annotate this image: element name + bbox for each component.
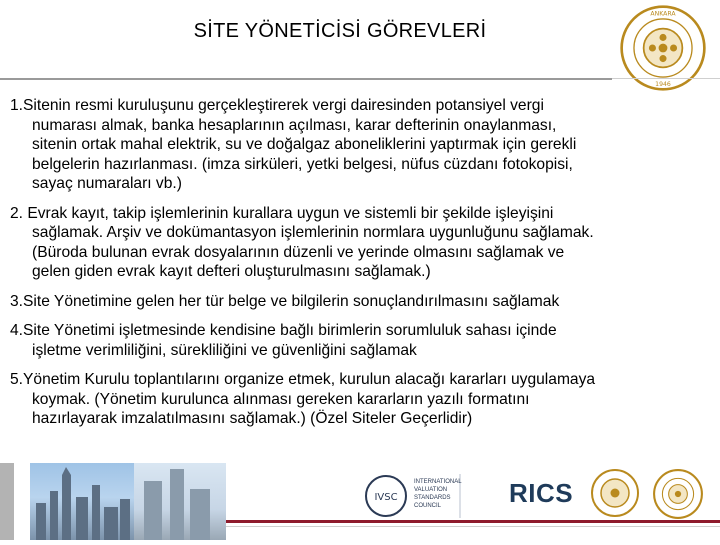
rics-logo: RICS [509,478,574,508]
university-seal-icon [590,468,640,518]
ankara-university-seal-small-icon [652,468,704,520]
duty-item-first-line: 5.Yönetim Kurulu toplantılarını organize etmek, kurulun alacağı kararları uygulamaya [10,371,596,388]
svg-text:ANKARA: ANKARA [650,10,676,18]
duty-item [10,292,700,312]
duty-item-continuation: sitenin ortak mahal elektrik, su ve doğalgaz aboneliklerini yaptırmak için gerekli [32,136,577,153]
svg-text:IVSC: IVSC [374,492,398,503]
footer-side-bar [0,463,14,540]
duty-item-continuation: sağlamak. Arşiv ve dokümantasyon işlemlerinin normlara uygunluğunu sağlamak. [32,224,594,241]
title-divider-thin [612,78,720,79]
duty-item-first-line: 1.Sitenin resmi kuruluşunu gerçekleştirerek vergi dairesinden potansiyel vergi [10,97,544,114]
footer-thin-rule [226,526,720,527]
duty-item [10,204,700,282]
ivsc-name [414,478,474,510]
ivsc-name-line: STANDARDS [414,495,451,501]
ivsc-name-line: INTERNATIONAL [414,479,462,485]
slide-title: SİTE YÖNETİCİSİ GÖREVLERİ [193,20,487,42]
duty-item-continuation: hazırlayarak imzalatılmasını sağlamak.) (Özel Siteler Geçerlidir) [32,410,473,427]
duty-item [10,370,700,429]
duty-item-continuation: işletme verimliliğini, sürekliliğini ve güvenliğini sağlamak [32,341,417,359]
ivsc-name-line: COUNCIL [414,503,442,509]
svg-text:1946: 1946 [655,80,671,88]
duty-item-continuation: numarası almak, banka hesaplarının açılması, karar defterinin onaylanması, [32,116,557,134]
duty-item-continuation: koymak. (Yönetim kurulunca alınması gereken kararların yazılı formatını [32,390,530,408]
duty-item-continuation: sayaç numaraları vb.) [32,175,182,192]
duty-item-first-line: 2. Evrak kayıt, takip işlemlerinin kurallara uygun ve sistemli bir şekilde işleyişini [10,204,554,222]
duty-item [10,96,700,194]
duty-item [10,321,700,360]
duty-item-continuation: gelen giden evrak kayıt defteri oluşturulmasını sağlamak.) [32,263,431,280]
duty-item-continuation: belgelerin hazırlanması. (imza sirküleri, yetki belgesi, nüfus cüzdanı fotokopisi, [32,155,573,173]
title-divider [0,78,612,80]
duty-item-continuation: (Büroda bulunan evrak dosyalarının düzenli ve yerinde olmasını sağlamak ve [32,243,565,261]
city-skyline-image [30,463,134,540]
duties-list [10,96,700,439]
ivsc-name-line: VALUATION [414,487,448,493]
duty-item-first-line: 3.Site Yönetimine gelen her tür belge ve bilgilerin sonuçlandırılmasını sağlamak [10,292,560,310]
duty-item-first-line: 4.Site Yönetimi işletmesinde kendisine bağlı birimlerin sorumluluk sahası içinde [10,322,557,339]
building-image [134,463,226,540]
